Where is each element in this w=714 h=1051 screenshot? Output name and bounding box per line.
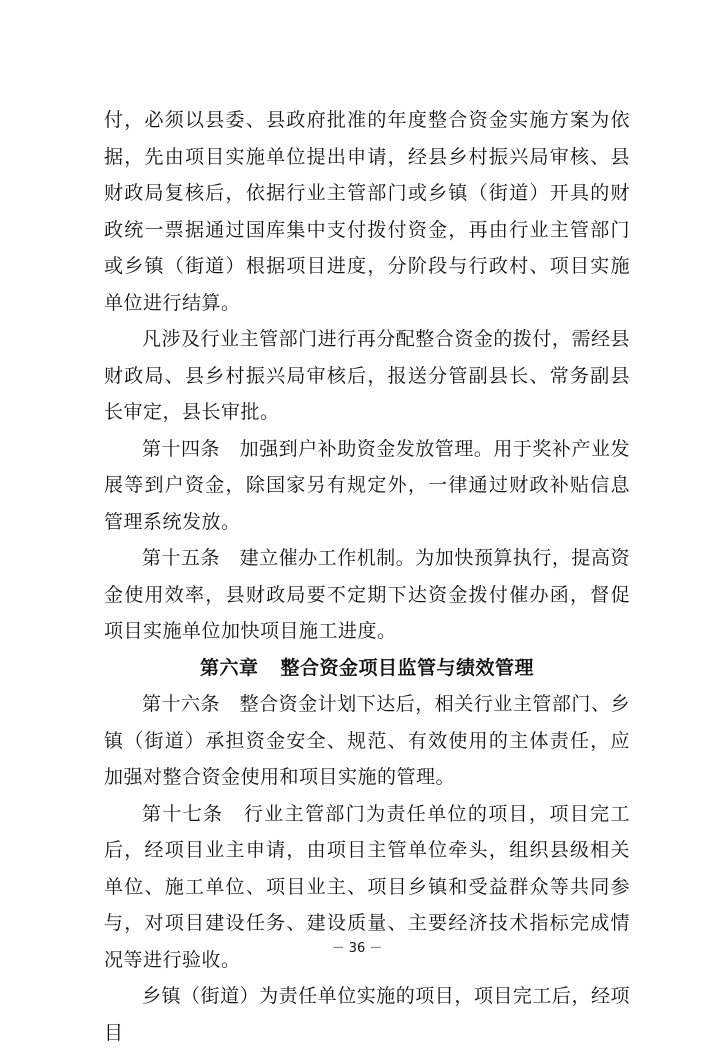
chapter-heading — [104, 650, 630, 687]
article-15-number: 第十五条 — [142, 547, 221, 569]
township-project-paragraph: 乡镇（街道）为责任单位实施的项目，项目完工后，经项目 — [104, 985, 630, 1044]
article-16-text: 整合资金计划下达后，相关行业主管部门、乡镇（街道）承担资金安全、规范、有效使用的主体责任，应加强对整合资金使用和项目实施的管理。 — [104, 693, 630, 788]
chapter-number: 第六章 — [199, 656, 259, 679]
chapter-title: 整合资金项目监管与绩效管理 — [280, 656, 535, 679]
article-15 — [104, 540, 630, 650]
article-14-number: 第十四条 — [142, 437, 221, 460]
article-15-text: 建立催办工作机制。为加快预算执行，提高资金使用效率，县财政局要不定期下达资金拨付催办函，督促项目实施单位加快项目施工进度。 — [104, 547, 630, 642]
article-17-number: 第十七条 — [142, 802, 224, 825]
funding-disbursement-paragraph: 凡涉及行业主管部门进行再分配整合资金的拨付，需经县财政局、县乡村振兴局审核后，报送分管副县长、常务副县长审定，县长审批。 — [104, 328, 630, 423]
article-14-text: 加强到户补助资金发放管理。用于奖补产业发展等到户资金，除国家另有规定外，一律通过财政补贴信息管理系统发放。 — [104, 437, 630, 533]
article-16-number: 第十六条 — [142, 693, 221, 715]
page-number: － 36 － — [331, 941, 383, 956]
page-body — [104, 102, 630, 1051]
article-16 — [104, 686, 630, 796]
article-14 — [104, 431, 630, 541]
article-17-text: 行业主管部门为责任单位的项目，项目完工后，经项目业主申请，由项目主管单位牵头，组织县级相关单位、施工单位、项目业主、项目乡镇和受益群众等共同参与，对项目建设任务、建设质量、主要经济技术指标完成情况等进行验收。 — [104, 802, 630, 971]
continued-paragraph: 付，必须以县委、县政府批准的年度整合资金实施方案为依据，先由项目实施单位提出申请，经县乡村振兴局审核、县财政局复核后，依据行业主管部门或乡镇（街道）开具的财政统一票据通过国库集中支付拨付资金，再由行业主管部门或乡镇（街道）根据项目进度，分阶段与行政村、项目实施单位进行结算。 — [104, 109, 630, 314]
